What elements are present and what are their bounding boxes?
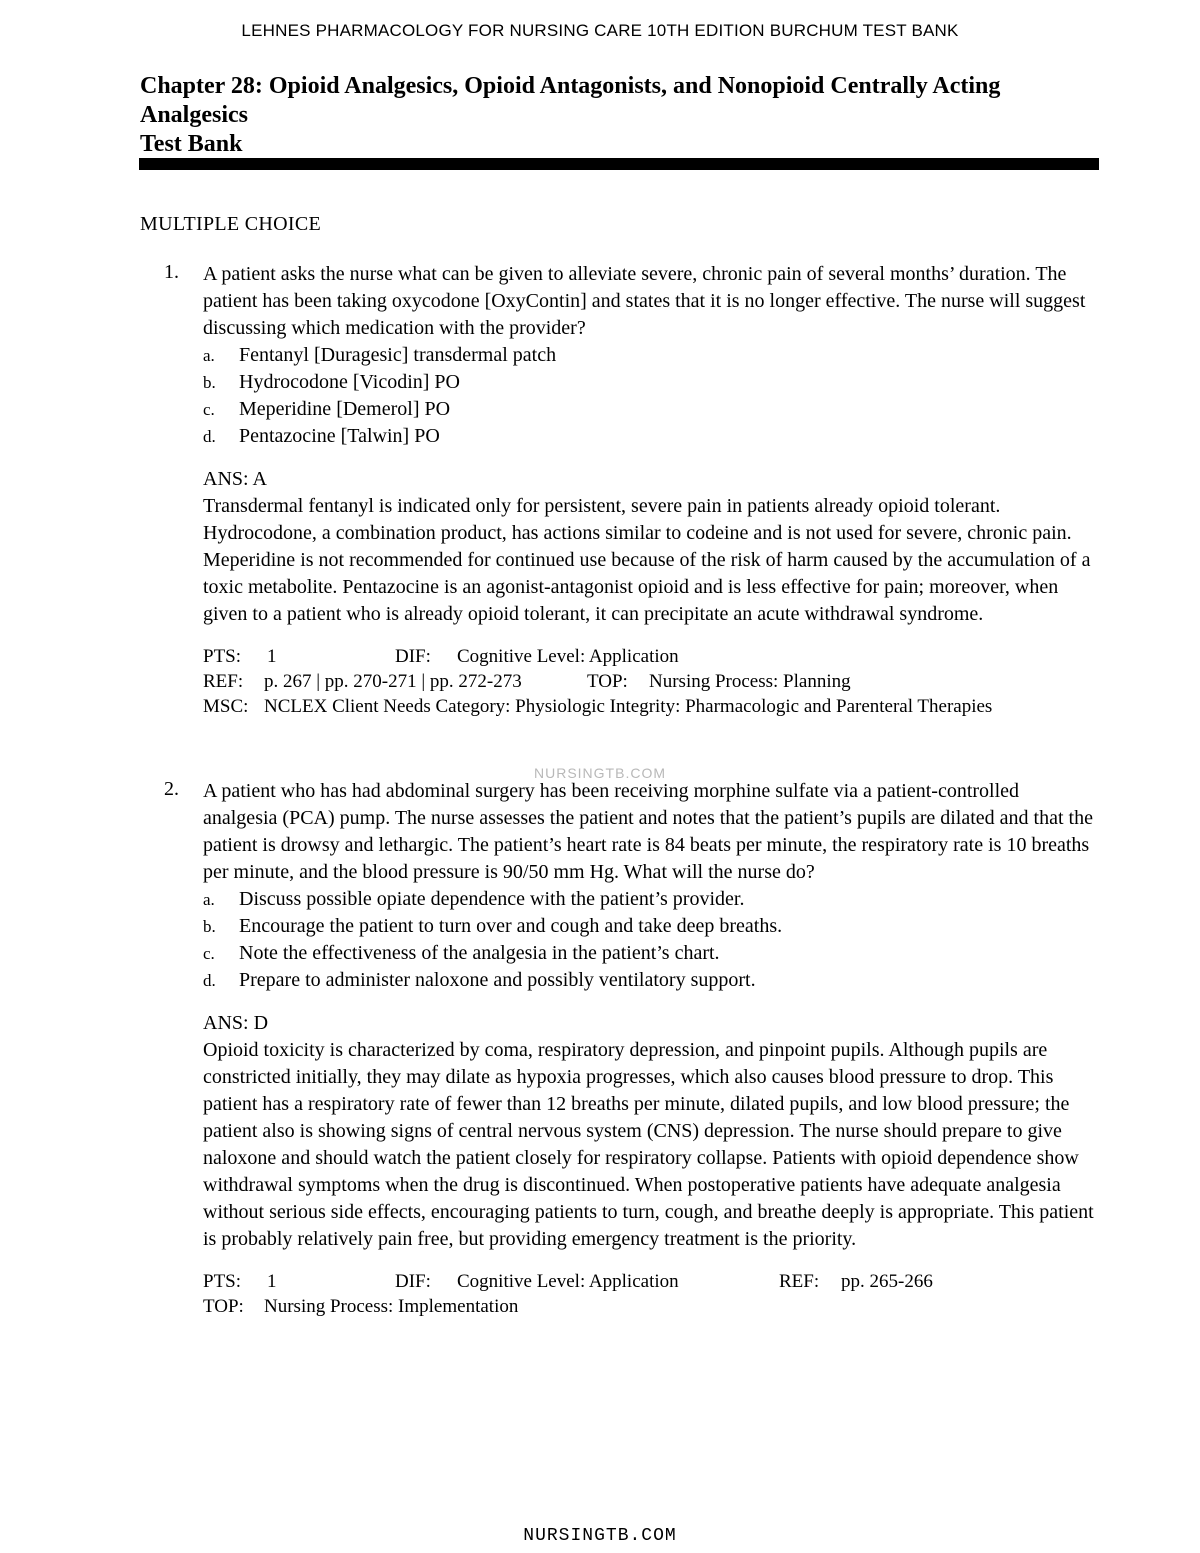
option-a xyxy=(203,342,1098,369)
option-a xyxy=(203,886,1098,913)
top-label: TOP: xyxy=(587,671,628,692)
chapter-title-line-1: Chapter 28: Opioid Analgesics, Opioid Antagonists, and Nonopioid Centrally Acting xyxy=(140,73,1001,99)
option-letter: d. xyxy=(203,971,216,990)
option-letter: a. xyxy=(203,890,215,909)
answer-options xyxy=(203,886,1098,994)
dif-label: DIF: xyxy=(395,646,431,667)
ref-value: p. 267 | pp. 270-271 | pp. 272-273 xyxy=(264,671,522,692)
answer-key: ANS: A xyxy=(203,468,267,490)
option-b xyxy=(203,369,1098,396)
option-c xyxy=(203,396,1098,423)
watermark: NURSINGTB.COM xyxy=(534,765,666,781)
option-letter: d. xyxy=(203,427,216,446)
pts-value: 1 xyxy=(267,646,277,667)
ref-label: REF: xyxy=(203,671,244,692)
dif-value: Cognitive Level: Application xyxy=(457,1271,679,1292)
question-metadata xyxy=(203,1269,1098,1319)
answer-options xyxy=(203,342,1098,450)
section-heading: MULTIPLE CHOICE xyxy=(140,213,321,235)
answer-rationale: Transdermal fentanyl is indicated only for persistent, severe pain in patients already opioid tolerant. Hydrocodone, a combination product, has actions similar to codeine and is not used for severe, chronic pain. Meperidine is not recommended for continued use because of the risk of harm caused by the accumulation of a toxic metabolite. Pentazocine is an agonist-antagonist opioid and is less effective for pain; moreover, when given to a patient who is already opioid tolerant, it can precipitate an acute withdrawal syndrome. xyxy=(203,495,1091,625)
question-stem: A patient asks the nurse what can be given to alleviate severe, chronic pain of several months’ duration. The patient has been taking oxycodone [OxyContin] and states that it is no longer effective. The nurse will suggest discussing which medication with the provider? xyxy=(203,263,1086,339)
pts-label: PTS: xyxy=(203,1271,242,1292)
meta-row-pts-dif xyxy=(203,644,1098,669)
pts-value: 1 xyxy=(267,1271,277,1292)
option-d xyxy=(203,967,1098,994)
question-stem: A patient who has had abdominal surgery has been receiving morphine sulfate via a patient-controlled analgesia (PCA) pump. The nurse assesses the patient and notes that the patient’s pupils are dilated and that the patient is drowsy and lethargic. The patient’s heart rate is 84 beats per minute, the respiratory rate is 10 breaths per minute, and the blood pressure is 90/50 mm Hg. What will the nurse do? xyxy=(203,780,1093,883)
answer-key: ANS: D xyxy=(203,1012,269,1034)
question-body xyxy=(203,261,1098,719)
option-c xyxy=(203,940,1098,967)
msc-label: MSC: xyxy=(203,696,249,717)
option-b xyxy=(203,913,1098,940)
running-header: LEHNES PHARMACOLOGY FOR NURSING CARE 10TH EDITION BURCHUM TEST BANK xyxy=(241,21,959,40)
page-footer: NURSINGTB.COM xyxy=(523,1526,677,1546)
meta-row-ref-top xyxy=(203,669,1098,694)
option-text: Pentazocine [Talwin] PO xyxy=(239,425,440,447)
option-letter: b. xyxy=(203,917,216,936)
option-text: Meperidine [Demerol] PO xyxy=(239,398,451,420)
question-number: 2. xyxy=(164,778,179,800)
answer-rationale: Opioid toxicity is characterized by coma, respiratory depression, and pinpoint pupils. Although pupils are constricted initially, they may dilate as hypoxia progresses, which also causes blood pressure to drop. This patient has a respiratory rate of fewer than 12 breaths per minute, dilated pupils, and low blood pressure; the patient also is showing signs of central nervous system (CNS) depression. The nurse should prepare to give naloxone and should watch the patient closely for respiratory collapse. Patients with opioid dependence show withdrawal symptoms when the drug is discontinued. When postoperative patients have adequate analgesia without serious side effects, encouraging patients to turn, cough, and breathe deeply is appropriate. This patient is probably relatively pain free, but providing emergency treatment is the priority. xyxy=(203,1039,1094,1250)
option-letter: a. xyxy=(203,346,215,365)
meta-row-top xyxy=(203,1294,1098,1319)
question-number: 1. xyxy=(164,261,179,283)
pts-label: PTS: xyxy=(203,646,242,667)
top-value: Nursing Process: Implementation xyxy=(264,1296,519,1317)
chapter-title-line-3: Test Bank xyxy=(140,131,243,157)
option-letter: c. xyxy=(203,944,215,963)
dif-value: Cognitive Level: Application xyxy=(457,646,679,667)
option-text: Prepare to administer naloxone and possibly ventilatory support. xyxy=(239,969,756,991)
question-body xyxy=(203,778,1098,1319)
top-label: TOP: xyxy=(203,1296,244,1317)
top-value: Nursing Process: Planning xyxy=(649,671,851,692)
ref-label: REF: xyxy=(779,1271,820,1292)
option-letter: b. xyxy=(203,373,216,392)
heading-divider xyxy=(139,158,1099,170)
option-text: Fentanyl [Duragesic] transdermal patch xyxy=(239,344,557,366)
option-text: Discuss possible opiate dependence with the patient’s provider. xyxy=(239,888,745,910)
option-text: Encourage the patient to turn over and cough and take deep breaths. xyxy=(239,915,783,937)
meta-row-msc xyxy=(203,694,1098,719)
option-d xyxy=(203,423,1098,450)
ref-value: pp. 265-266 xyxy=(841,1271,933,1292)
msc-value: NCLEX Client Needs Category: Physiologic Integrity: Pharmacologic and Parenteral Therapies xyxy=(264,696,993,717)
chapter-title-line-2: Analgesics xyxy=(140,102,248,128)
option-letter: c. xyxy=(203,400,215,419)
meta-row-pts-dif-ref xyxy=(203,1269,1098,1294)
question-metadata xyxy=(203,644,1098,719)
option-text: Hydrocodone [Vicodin] PO xyxy=(239,371,460,393)
option-text: Note the effectiveness of the analgesia in the patient’s chart. xyxy=(239,942,720,964)
dif-label: DIF: xyxy=(395,1271,431,1292)
chapter-title xyxy=(140,72,1100,159)
